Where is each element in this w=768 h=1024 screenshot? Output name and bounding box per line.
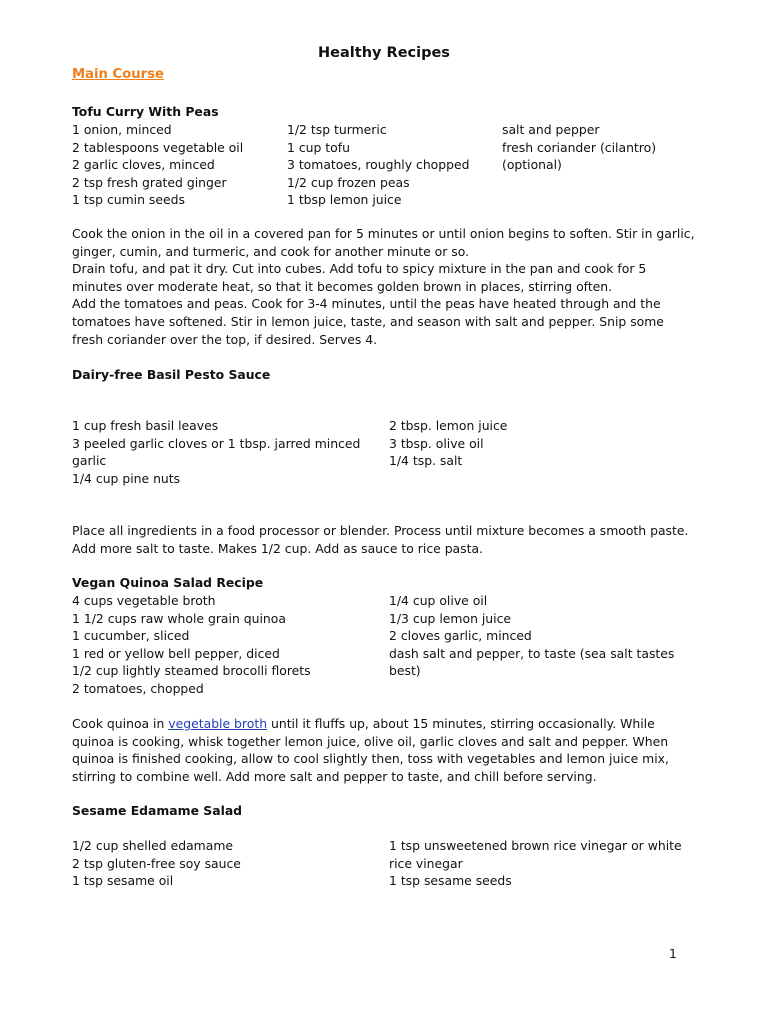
ingredient: 2 tomatoes, chopped [72,680,204,696]
instruction-paragraph: Add the tomatoes and peas. Cook for 3-4 minutes, until the peas have heated through and the tomatoes have softened. Stir in lemon juice, taste, and season with salt and pepper. Snip some fresh coriander over the top, if desired. Serves 4. [72,296,664,347]
ingredient: 1 tbsp lemon juice [287,192,402,208]
ingredient: salt and pepper [502,122,600,137]
ingredient: 3 peeled garlic cloves or 1 tbsp. jarred minced garlic [72,435,361,469]
instruction-paragraph: Place all ingredients in a food processor or blender. Process until mixture becomes a smooth paste. Add more salt to taste. Makes 1/2 cup. Add as sauce to rice pasta. [72,523,689,556]
page-number: 1 [669,946,677,961]
ingredient: 1 tsp unsweetened brown rice vinegar or white rice vinegar [389,838,682,871]
quinoa-instructions [72,715,698,785]
quinoa-ingredients-col-2 [389,592,689,680]
ingredient: fresh coriander (cilantro) [502,139,657,155]
document-title: Healthy Recipes [318,45,450,61]
edamame-ingredients-col-2 [389,837,699,890]
ingredient: dash salt and pepper, to taste (sea salt tastes best) [389,645,675,679]
ingredient: 1/2 tsp turmeric [287,122,387,137]
ingredient: 1/2 cup lightly steamed brocolli florets [72,663,311,679]
ingredient: 1/2 cup frozen peas [287,174,410,190]
tofu-ingredients-col-1 [72,121,243,209]
ingredient: 2 cloves garlic, minced [389,628,532,644]
ingredient: 1/2 cup shelled edamame [72,838,234,853]
pesto-instructions [72,522,698,557]
ingredient: 1 tsp sesame oil [72,873,174,889]
instruction-text: until it fluffs up, about 15 minutes, stirring occasionally. While quinoa is cooking, whisk together lemon juice, olive oil, garlic cloves and salt and pepper. When quinoa is finished cooking, allow to cool slightly then, toss with vegetables and lemon juice mix, stirring to combine well. Add more salt and pepper to taste, and chill before serving. [72,716,669,784]
ingredient: 3 tomatoes, roughly chopped [287,157,470,173]
ingredient: 2 tbsp. lemon juice [389,418,508,433]
recipe-title-quinoa: Vegan Quinoa Salad Recipe [72,575,264,590]
ingredient: 1 cup fresh basil leaves [72,418,219,433]
recipe-title-pesto: Dairy-free Basil Pesto Sauce [72,367,271,382]
ingredient: 1/4 tsp. salt [389,453,463,469]
vegetable-broth-link[interactable]: vegetable broth [168,716,268,731]
ingredient: 1/4 cup olive oil [389,593,488,608]
recipe-title-edamame: Sesame Edamame Salad [72,803,243,818]
instruction-paragraph: Drain tofu, and pat it dry. Cut into cubes. Add tofu to spicy mixture in the pan and cook for 5 minutes over moderate heat, so that it becomes golden brown in places, stirring often. [72,261,647,294]
ingredient: 3 tbsp. olive oil [389,435,484,451]
quinoa-ingredients-col-1 [72,592,311,698]
ingredient: 2 tsp gluten-free soy sauce [72,855,241,871]
ingredient: (optional) [502,157,562,173]
ingredient: 1 onion, minced [72,122,172,137]
tofu-ingredients-col-3 [502,121,656,174]
ingredient: 1/4 cup pine nuts [72,470,181,486]
ingredient: 1 tsp sesame seeds [389,873,512,889]
pesto-ingredients-col-1 [72,417,362,487]
section-heading-main-course: Main Course [72,67,164,82]
ingredient: 1 red or yellow bell pepper, diced [72,645,280,661]
ingredient: 2 tsp fresh grated ginger [72,174,227,190]
ingredient: 1/3 cup lemon juice [389,610,512,626]
ingredient: 2 tablespoons vegetable oil [72,139,244,155]
tofu-ingredients-col-2 [287,121,469,209]
edamame-ingredients-col-1 [72,837,241,890]
ingredient: 1 cup tofu [287,139,350,155]
recipe-title-tofu-curry: Tofu Curry With Peas [72,104,219,119]
ingredient: 1 1/2 cups raw whole grain quinoa [72,610,286,626]
pesto-ingredients-col-2 [389,417,507,470]
ingredient: 1 tsp cumin seeds [72,192,185,208]
ingredient: 1 cucumber, sliced [72,628,190,644]
ingredient: 2 garlic cloves, minced [72,157,215,173]
ingredient: 4 cups vegetable broth [72,593,216,608]
instruction-paragraph [72,715,698,785]
instruction-text: Cook quinoa in [72,716,169,731]
instruction-paragraph: Cook the onion in the oil in a covered pan for 5 minutes or until onion begins to soften. Stir in garlic, ginger, cumin, and turmeric, and cook for another minute or so. [72,226,695,259]
tofu-instructions [72,225,698,348]
